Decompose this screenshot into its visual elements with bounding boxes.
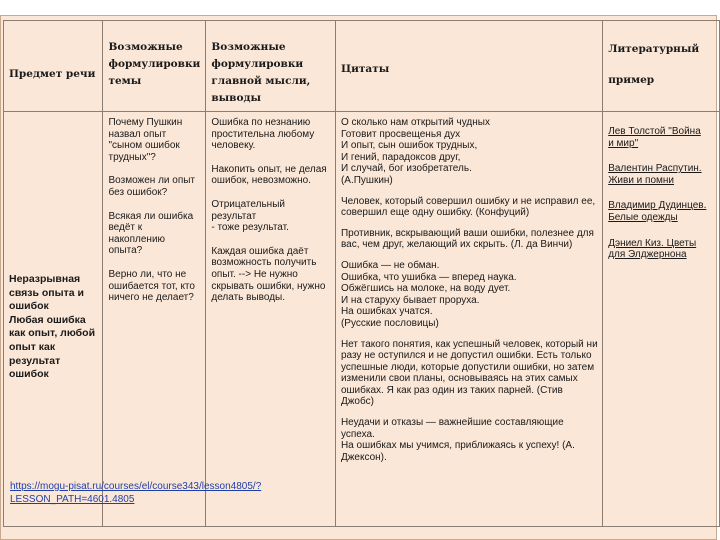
idea-line: делать выводы.	[211, 292, 286, 304]
ideas-cell	[206, 112, 336, 527]
literature-line: Владимир Дудинцев.	[608, 200, 707, 212]
quote-line: разу не оступился и не допустил ошибки. Есть только	[340, 350, 592, 362]
idea-line: - тоже результат.	[211, 222, 289, 234]
topic-line: "сыном ошибок	[108, 140, 180, 152]
idea-item	[211, 199, 331, 234]
header-ideas-line: формулировки	[211, 58, 304, 70]
idea-line: Каждая ошибка даёт	[211, 245, 309, 257]
literature-line: и мир"	[608, 137, 639, 149]
idea-line: возможность получить	[211, 257, 317, 269]
topic-item	[108, 211, 201, 257]
header-subject: Предмет речи	[4, 21, 103, 112]
quote-item	[341, 117, 598, 187]
subject-line: Любая ошибка	[9, 313, 86, 326]
quote-line: И случай, бог изобретатель.	[340, 163, 472, 175]
quote-line: успешные люди, которые допустили ошибки, но затем	[340, 361, 595, 373]
literature-line: Дэниел Киз. Цветы	[608, 237, 697, 249]
literature-line: Валентин Распутин.	[608, 163, 702, 175]
quote-line: И на старуху бывает проруха.	[340, 294, 480, 306]
quote-line: И опыт, сын ошибок трудных,	[340, 140, 478, 152]
topic-line: Всякая ли ошибка	[108, 210, 194, 222]
topic-line: трудных"?	[108, 151, 156, 163]
quotes-cell	[335, 112, 602, 527]
quote-line: Неудачи и отказы — важнейшие составляющие успеха.	[340, 417, 564, 440]
header-literature-line: Литературный	[608, 43, 700, 55]
ideas-list	[206, 112, 335, 304]
literature-line: Белые одежды	[608, 211, 678, 223]
quote-line: Джексон).	[340, 451, 387, 463]
quote-item	[341, 339, 598, 409]
quote-line: О сколько нам открытий чудных	[340, 117, 490, 128]
quote-line: ошибках. Я как раз один из таких парней. (Стив Джобс)	[340, 384, 563, 408]
subject-line: Неразрывная	[9, 273, 81, 285]
topic-line: без ошибок?	[108, 186, 168, 198]
header-ideas-line: выводы	[211, 92, 262, 104]
quote-line: Человек, который совершил ошибку и не исправил ее,	[340, 195, 596, 207]
literature-list	[603, 112, 719, 261]
header-quotes: Цитаты	[335, 21, 602, 112]
subject-text	[9, 273, 101, 382]
literature-line: Живи и помни	[608, 174, 675, 186]
idea-line: Ошибка по незнанию	[211, 117, 311, 128]
header-topics-line: Возможные	[108, 41, 183, 53]
idea-line: опыт. --> Не нужно	[211, 268, 298, 280]
header-literature	[603, 21, 720, 112]
quote-line: Готовит просвещенья дух	[340, 128, 461, 140]
header-ideas-line: главной мысли,	[211, 75, 311, 87]
quote-line: Ошибка — не обман.	[340, 259, 440, 271]
header-literature-text	[608, 41, 714, 89]
subject-line: опыт как	[9, 340, 56, 353]
literature-cell	[603, 112, 720, 527]
idea-item	[211, 246, 331, 304]
subject-cell	[4, 112, 103, 527]
source-url-line: LESSON_PATH=4601.4805	[10, 494, 135, 505]
header-row	[4, 21, 720, 112]
topic-line: опыта?	[108, 245, 143, 257]
topic-line: Возможен ли опыт	[108, 175, 196, 187]
literature-line: для Элджернона	[608, 249, 687, 261]
topic-line: Верно ли, что не	[108, 268, 187, 280]
topic-line: ничего не делает?	[108, 292, 194, 304]
source-url-line: https://mogu-pisat.ru/courses/el/course343/lesson4805/?	[10, 481, 262, 492]
subject-line: как опыт, любой	[9, 327, 96, 340]
topic-item	[108, 269, 201, 304]
quote-line: изменили свои планы, основываясь на этих самых	[340, 373, 578, 385]
idea-line: простительна любому	[211, 128, 315, 140]
idea-line: Накопить опыт, не делая	[211, 163, 327, 175]
idea-item	[211, 164, 331, 187]
literature-link[interactable]	[608, 200, 715, 223]
topic-line: ошибается тот, кто	[108, 280, 195, 292]
quote-item	[341, 228, 598, 251]
topic-line: ведёт к	[108, 222, 143, 234]
source-url-link[interactable]	[10, 480, 330, 506]
quote-line: Обжёгшись на молоке, на воду дует.	[340, 283, 511, 295]
idea-line: Отрицательный результат	[211, 198, 285, 222]
header-topics-line: темы	[108, 75, 142, 87]
header-ideas	[206, 21, 336, 112]
topic-line: накоплению	[108, 233, 166, 245]
idea-line: ошибок, невозможно.	[211, 175, 311, 187]
topic-item	[108, 175, 201, 198]
quote-item	[341, 417, 598, 463]
header-literature-line: пример	[608, 74, 655, 86]
idea-line: человеку.	[211, 140, 256, 152]
quote-line: совершил еще одну ошибку. (Конфуций)	[340, 207, 530, 219]
literature-link[interactable]	[608, 163, 715, 186]
quotes-list	[336, 112, 602, 463]
subject-line: ошибок	[9, 300, 49, 313]
literature-link[interactable]	[608, 126, 715, 149]
topics-list	[103, 112, 205, 304]
subject-line: связь опыта и	[9, 286, 84, 299]
header-topics-line: формулировки	[108, 58, 201, 70]
quote-line: И гений, парадоксов друг,	[340, 151, 461, 163]
quote-line: Нет такого понятия, как успешный человек, который ни	[340, 338, 598, 350]
quote-line: Ошибка, что ушибка — вперед наука.	[340, 271, 517, 283]
topic-line: Почему Пушкин	[108, 117, 183, 128]
subject-line: результат ошибок	[9, 354, 61, 381]
quote-line: (Русские пословицы)	[340, 317, 439, 329]
idea-item	[211, 117, 331, 152]
quote-item	[341, 196, 598, 219]
essay-planning-table	[3, 20, 720, 527]
quote-line: Противник, вскрывающий ваши ошибки, полезнее для	[340, 227, 594, 239]
literature-line: Лев Толстой "Война	[608, 126, 701, 137]
idea-line: скрывать ошибки, нужно	[211, 280, 326, 292]
quote-line: вас, чем друг, желающий их скрыть. (Л. да Винчи)	[340, 239, 573, 251]
quote-line: На ошибках мы учимся, приближаясь к успеху! (А.	[340, 440, 575, 452]
header-topics	[103, 21, 206, 112]
quote-line: На ошибках учатся.	[340, 306, 433, 318]
quote-item	[341, 260, 598, 330]
topic-line: назвал опыт	[108, 128, 167, 140]
quote-line: (А.Пушкин)	[340, 174, 393, 186]
topics-cell	[103, 112, 206, 527]
literature-link[interactable]	[608, 238, 715, 261]
header-ideas-line: Возможные	[211, 41, 286, 53]
topic-item	[108, 117, 201, 163]
content-row	[4, 112, 720, 527]
